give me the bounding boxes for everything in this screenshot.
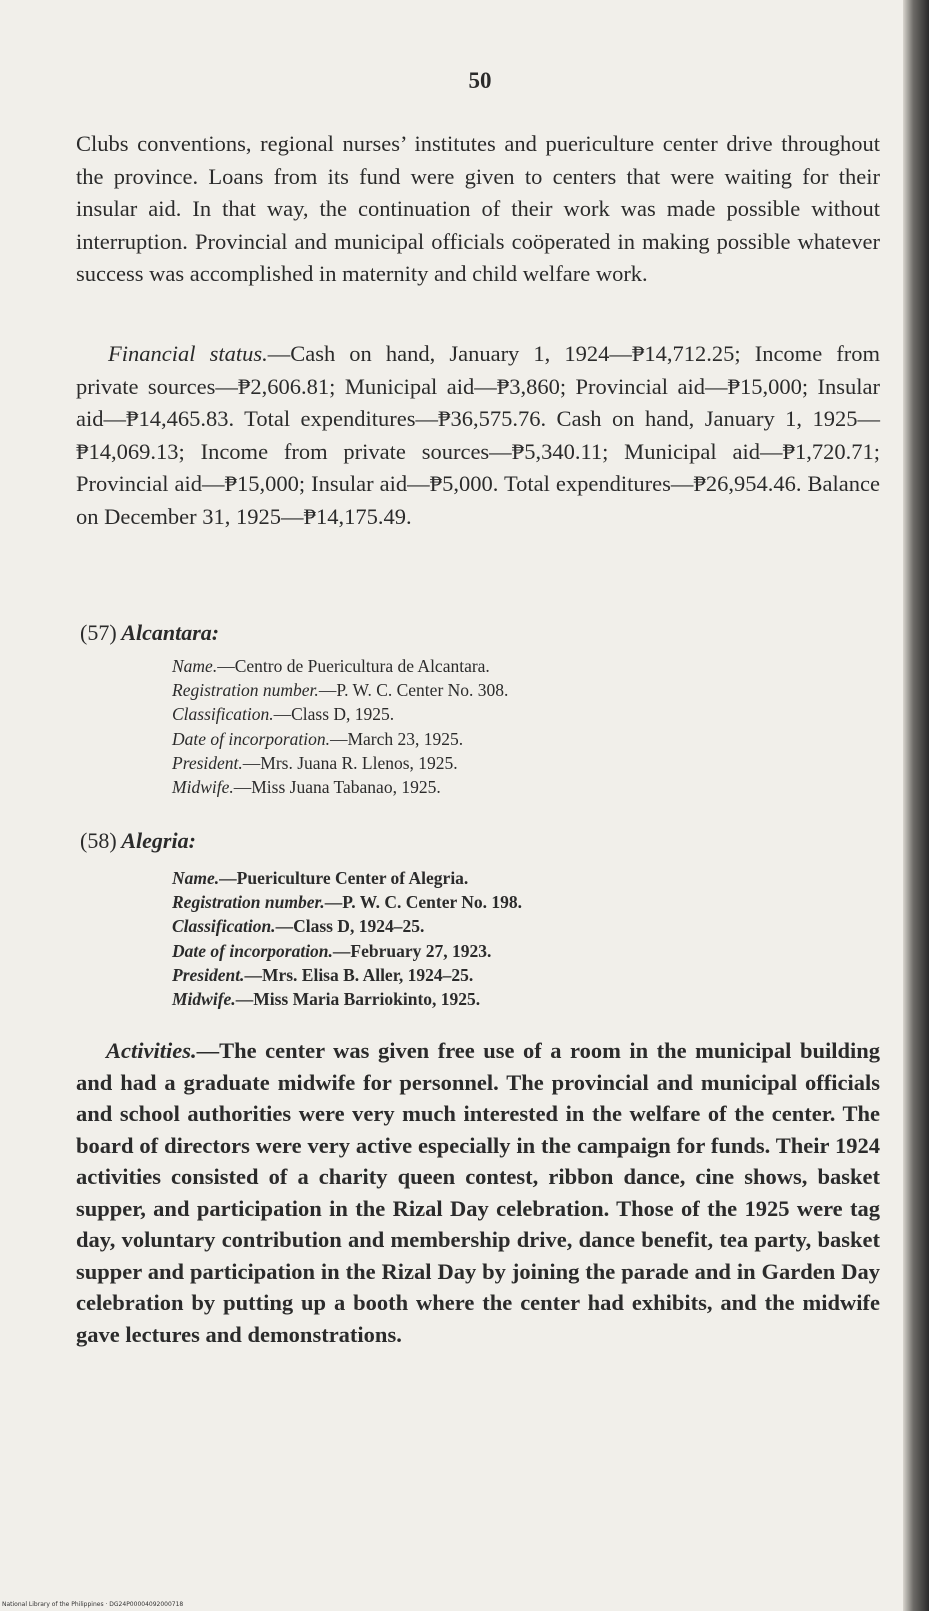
entry-57-line: President.—Mrs. Juana R. Llenos, 1925.: [172, 752, 458, 773]
activities-paragraph: [76, 1035, 880, 1350]
entry-57-line: Midwife.—Miss Juana Tabanao, 1925.: [172, 777, 441, 798]
entry-57-line: Name.—Centro de Puericultura de Alcantara.: [172, 656, 490, 676]
entry-57-line: Registration number.—P. W. C. Center No. 308.: [172, 680, 509, 701]
entry-57-details: [172, 654, 832, 799]
entry-58-number: (58): [80, 828, 117, 853]
entry-58-place: Alegria:: [121, 828, 196, 853]
entry-58-line: Date of incorporation.—February 27, 1923.: [172, 940, 492, 961]
financial-status-text: —Cash on hand, January 1, 1924—₱14,712.25; Income from private sources—₱2,606.81; Municipal aid—₱3,860; Provincial aid—₱15,000; Insular aid—₱14,465.83. Total expenditures—₱36,575.76. Cash on hand, January 1, 1925—₱14,069.13; Income from private sources—₱5,340.11; Municipal aid—₱1,720.71; Provincial aid—₱15,000; Insular aid—₱5,000. Total expenditures—₱26,954.46. Balance on December 31, 1925—₱14,175.49.: [76, 341, 880, 529]
entry-58-line: Registration number.—P. W. C. Center No. 198.: [172, 892, 523, 913]
entry-58-line: Classification.—Class D, 1924–25.: [172, 916, 425, 937]
page-edge-shadow: [903, 0, 929, 1611]
entry-58-line: Midwife.—Miss Maria Barriokinto, 1925.: [172, 989, 481, 1010]
entry-57-heading: [80, 620, 219, 646]
intro-paragraph: Clubs conventions, regional nurses’ institutes and puericulture center drive throughout the province. Loans from its fund were given to centers that were waiting for their insular aid. In that way, the continuation of their work was made possible without interruption. Provincial and municipal officials coöperated in making possible whatever success was accomplished in maternity and child welfare work.: [76, 131, 880, 287]
financial-status-label: Financial status.: [108, 341, 268, 366]
entry-58-details: [172, 866, 832, 1011]
entry-58-heading: [80, 828, 196, 854]
entry-57-line: Date of incorporation.—March 23, 1925.: [172, 728, 464, 749]
activities-text: —The center was given free use of a room in the municipal building and had a graduate midwife for personnel. The provincial and municipal officials and school authorities were very much interested in the welfare of the center. The board of directors were very active especially in the campaign for funds. Their 1924 activities consisted of a charity queen contest, ribbon dance, cine shows, basket supper, and participation in the Rizal Day celebration. Those of the 1925 were tag day, voluntary contribution and membership drive, dance benefit, tea party, basket supper and participation in the Rizal Day by joining the parade and in Garden Day celebration by putting up a booth where the center had exhibits, and the midwife gave lectures and demonstrations.: [76, 1038, 880, 1347]
library-footer: National Library of the Philippines · DG24P00004092000718: [2, 1601, 184, 1608]
financial-status-paragraph: [76, 338, 880, 534]
activities-label: Activities.: [106, 1038, 197, 1063]
entry-58-line: President.—Mrs. Elisa B. Aller, 1924–25.: [172, 964, 474, 985]
entry-58-line: Name.—Puericulture Center of Alegria.: [172, 868, 469, 888]
entry-57-place: Alcantara:: [121, 620, 220, 645]
entry-57-line: Classification.—Class D, 1925.: [172, 704, 395, 725]
page-number: 50: [468, 68, 492, 93]
entry-57-number: (57): [80, 620, 117, 645]
